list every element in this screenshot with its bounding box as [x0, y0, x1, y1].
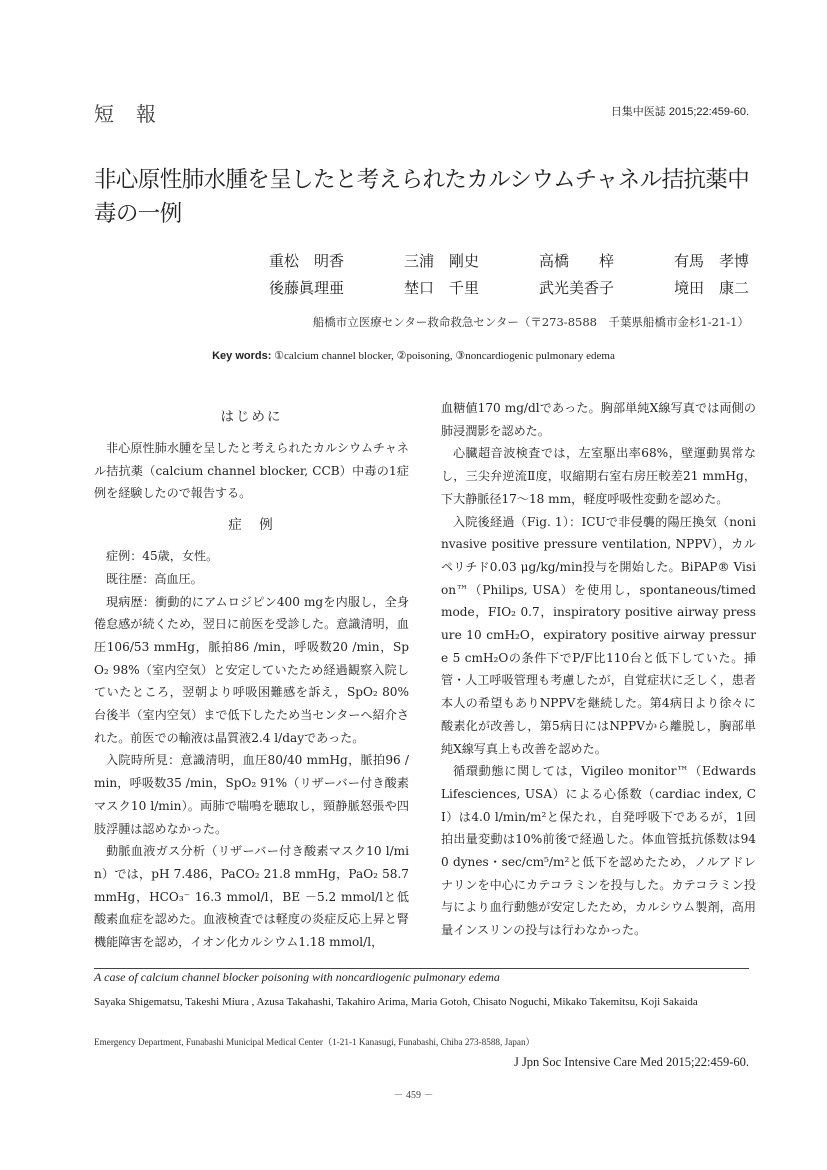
- section-label: 短報: [94, 102, 178, 126]
- section-heading-case: 症 例: [228, 517, 275, 534]
- footer-divider: [94, 968, 749, 969]
- section-heading-introduction: はじめに: [220, 409, 283, 425]
- keywords: [0, 349, 827, 362]
- case-paragraph: 循環動態に関しては，Vigileo monitor™（Edwards Lifesciences, USA）による心係数（cardiac index, CI）は4.0 l/min/m²と保たれ，自発呼吸下であるが，1回拍出量変動は10%前後で経過した。体血管抵抗係数は940 dynes・sec/cm⁵/m²と低下を認めたため，ノルアドレナリンを中心にカテコラミンを投与した。カテコラミン投与により血行動態が安定したため，カルシウム製剤，高用量インスリンの投与は行わなかった。: [441, 764, 756, 938]
- author-name: 高橋 梓: [538, 252, 614, 270]
- left-column: [94, 397, 409, 954]
- author-row: [269, 250, 749, 277]
- english-authors: Sayaka Shigematsu, Takeshi Miura , Azusa Takahashi, Takahiro Arima, Maria Gotoh, Chisato Noguchi, Mikako Takemitsu, Koji Sakaida: [94, 996, 698, 1008]
- journal-reference: 日集中医誌 2015;22:459-60.: [610, 106, 749, 118]
- author-list: [269, 250, 749, 304]
- case-paragraph: 現病歴：衝動的にアムロジピン400 mgを内服し，全身倦怠感が続くため，翌日に前医を受診した。意識清明，血圧106/53 mmHg，脈拍86 /min，呼吸数20 /min，SpO₂ 98%（室内空気）と安定していたため経過観察入院していたところ，翌朝より呼吸困難感を訴え，SpO₂ 80%台後半（室内空気）まで低下したため当センターへ紹介された。前医での輸液は晶質液2.4 l/dayであった。: [94, 594, 409, 745]
- author-name: 後藤眞理亜: [269, 279, 345, 297]
- page-number: － 459 －: [393, 1090, 434, 1101]
- intro-paragraph: 非心原性肺水腫を呈したと考えられたカルシウムチャネル拮抗薬（calcium channel blocker, CCB）中毒の1症例を経験したので報告する。: [94, 441, 409, 501]
- keywords-label: Key words:: [212, 350, 272, 362]
- author-name: 境田 康二: [673, 279, 749, 297]
- case-paragraph: 既往歴：高血圧。: [106, 571, 203, 586]
- right-column: [441, 397, 756, 942]
- author-name: 三浦 剛史: [403, 252, 479, 270]
- case-paragraph: 心臓超音波検査では，左室駆出率68%，壁運動異常なし，三尖弁逆流Ⅱ度，収縮期右室右房圧較差21 mmHg，下大静脈径17～18 mm，軽度呼吸性変動を認めた。: [441, 446, 756, 506]
- case-paragraph: 入院後経過（Fig. 1）：ICUで非侵襲的陽圧換気（noninvasive positive pressure ventilation, NPPV），カルペリチド0.03 μg/kg/min投与を開始した。BiPAP® Vision™（Philips, USA）を使用し，spontaneous/timed mode，FIO₂ 0.7，inspiratory positive airway pressure 10 cmH₂O，expiratory positive airway pressure 5 cmH₂Oの条件下でP/F比110台と低下していた。挿管・人工呼吸管理も考慮したが，自覚症状に乏しく，患者本人の希望もありNPPVを継続した。第4病日より徐々に酸素化が改善し，第5病日にはNPPVから離脱し，胸部単純X線写真上も改善を認めた。: [441, 514, 756, 756]
- keywords-text: ①calcium channel blocker, ②poisoning, ③noncardiogenic pulmonary edema: [274, 350, 615, 362]
- author-row: [269, 277, 749, 304]
- english-journal-reference: J Jpn Soc Intensive Care Med 2015;22:459-60.: [513, 1055, 749, 1069]
- case-paragraph: 血糖値170 mg/dlであった。胸部単純X線写真では両側の肺浸潤影を認めた。: [441, 401, 756, 438]
- english-title: A case of calcium channel blocker poisoning with noncardiogenic pulmonary edema: [94, 970, 500, 984]
- author-name: 武光美香子: [538, 279, 614, 297]
- case-paragraph: 動脈血液ガス分析（リザーバー付き酸素マスク10 l/min）では，pH 7.486，PaCO₂ 21.8 mmHg，PaO₂ 58.7 mmHg，HCO₃⁻ 16.3 mmol/l，BE －5.2 mmol/lと低酸素血症を認めた。血液検査では軽度の炎症反応上昇と腎機能障害を認め，イオン化カルシウム1.18 mmol/l，: [94, 844, 409, 950]
- affiliation: 船橋市立医療センター救命救急センター（〒273-8588 千葉県船橋市金杉1-21-1）: [312, 315, 749, 329]
- english-affiliation: Emergency Department, Funabashi Municipal Medical Center（1-21-1 Kanasugi, Funabashi, Chiba 273-8588, Japan）: [94, 1037, 535, 1047]
- author-name: 有馬 孝博: [673, 252, 749, 270]
- case-paragraph: 入院時所見：意識清明，血圧80/40 mmHg，脈拍96 /min，呼吸数35 /min，SpO₂ 91%（リザーバー付き酸素マスク10 l/min）。両肺で喘鳴を聴取し，頸静脈怒張や四肢浮腫は認めなかった。: [94, 753, 409, 836]
- author-name: 埜口 千里: [403, 279, 479, 297]
- author-name: 重松 明香: [269, 252, 345, 270]
- article-title: 非心原性肺水腫を呈したと考えられたカルシウムチャネル拮抗薬中毒の一例: [94, 167, 750, 227]
- case-paragraph: 症例：45歳，女性。: [106, 549, 219, 564]
